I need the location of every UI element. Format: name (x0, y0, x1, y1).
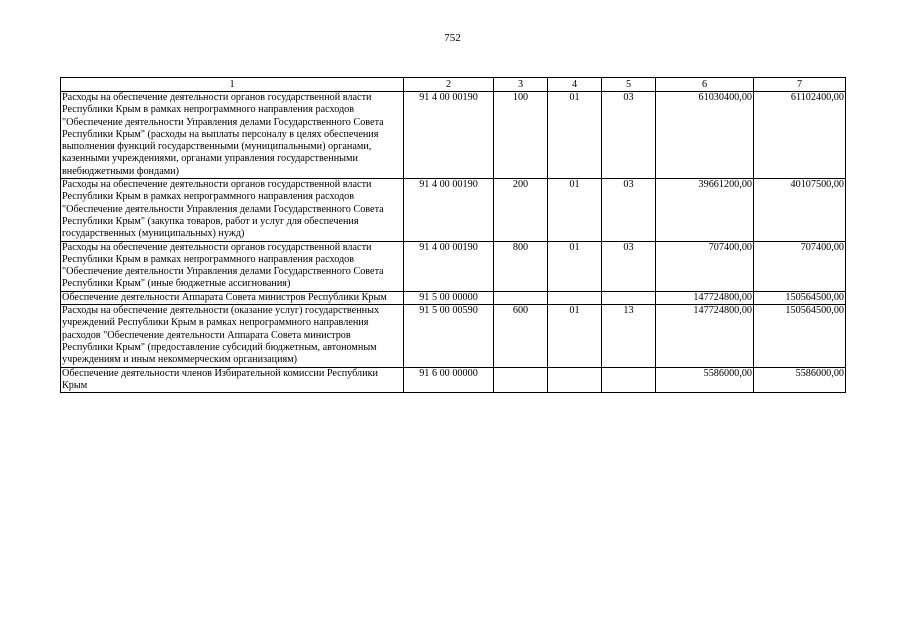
row-section (548, 291, 602, 304)
header-cell: 2 (404, 78, 494, 92)
header-cell: 5 (602, 78, 656, 92)
row-subsection: 13 (602, 305, 656, 367)
page-number: 752 (444, 32, 461, 44)
row-section: 01 (548, 92, 602, 179)
row-expense-type: 800 (494, 241, 548, 291)
row-amount-1: 5586000,00 (656, 367, 754, 393)
row-amount-2: 61102400,00 (754, 92, 846, 179)
row-description: Расходы на обеспечение деятельности органов государственной власти Республики Крым в рамках непрограммного направления расходов "Обеспечение деятельности Управления делами Государственного Совета Республики Крым" (расходы на выплаты персоналу в целях обеспечения выполнения функций государственными (муниципальными) органами, казенными учреждениями, органами управления государственными внебюджетными фондами) (61, 92, 404, 179)
row-amount-2: 40107500,00 (754, 179, 846, 241)
budget-table (60, 77, 846, 393)
row-amount-1: 707400,00 (656, 241, 754, 291)
row-target-article: 91 4 00 00190 (404, 92, 494, 179)
table-row (61, 305, 846, 367)
header-cell: 4 (548, 78, 602, 92)
row-amount-1: 147724800,00 (656, 305, 754, 367)
row-subsection: 03 (602, 92, 656, 179)
row-amount-1: 147724800,00 (656, 291, 754, 304)
row-expense-type (494, 291, 548, 304)
header-cell: 6 (656, 78, 754, 92)
row-target-article: 91 4 00 00190 (404, 179, 494, 241)
row-amount-2: 5586000,00 (754, 367, 846, 393)
row-section: 01 (548, 305, 602, 367)
row-subsection: 03 (602, 241, 656, 291)
row-target-article: 91 4 00 00190 (404, 241, 494, 291)
row-subsection (602, 291, 656, 304)
header-cell: 7 (754, 78, 846, 92)
row-description: Расходы на обеспечение деятельности органов государственной власти Республики Крым в рамках непрограммного направления расходов "Обеспечение деятельности Управления делами Государственного Совета Республики Крым" (закупка товаров, работ и услуг для обеспечения государственных (муниципальных) нужд) (61, 179, 404, 241)
table-row (61, 291, 846, 304)
row-description: Расходы на обеспечение деятельности органов государственной власти Республики Крым в рамках непрограммного направления расходов "Обеспечение деятельности Управления делами Государственного Совета Республики Крым" (иные бюджетные ассигнования) (61, 241, 404, 291)
row-description: Расходы на обеспечение деятельности (оказание услуг) государственных учреждений Республики Крым в рамках непрограммного направления расходов "Обеспечение деятельности Аппарата Совета министров Республики Крым" (предоставление субсидий бюджетным, автономным учреждениям и иным некоммерческим организациям) (61, 305, 404, 367)
row-amount-2: 150564500,00 (754, 291, 846, 304)
row-description: Обеспечение деятельности Аппарата Совета министров Республики Крым (61, 291, 404, 304)
row-subsection (602, 367, 656, 393)
row-section (548, 367, 602, 393)
row-section: 01 (548, 179, 602, 241)
row-expense-type: 100 (494, 92, 548, 179)
row-target-article: 91 6 00 00000 (404, 367, 494, 393)
row-amount-2: 150564500,00 (754, 305, 846, 367)
row-expense-type (494, 367, 548, 393)
header-cell: 1 (61, 78, 404, 92)
row-target-article: 91 5 00 00000 (404, 291, 494, 304)
row-subsection: 03 (602, 179, 656, 241)
row-expense-type: 600 (494, 305, 548, 367)
header-cell: 3 (494, 78, 548, 92)
table-row (61, 367, 846, 393)
table-row (61, 92, 846, 179)
header-row (61, 78, 846, 92)
row-expense-type: 200 (494, 179, 548, 241)
table-row (61, 179, 846, 241)
row-amount-1: 61030400,00 (656, 92, 754, 179)
row-amount-1: 39661200,00 (656, 179, 754, 241)
row-description: Обеспечение деятельности членов Избирательной комиссии Республики Крым (61, 367, 404, 393)
row-amount-2: 707400,00 (754, 241, 846, 291)
table-row (61, 241, 846, 291)
row-target-article: 91 5 00 00590 (404, 305, 494, 367)
row-section: 01 (548, 241, 602, 291)
